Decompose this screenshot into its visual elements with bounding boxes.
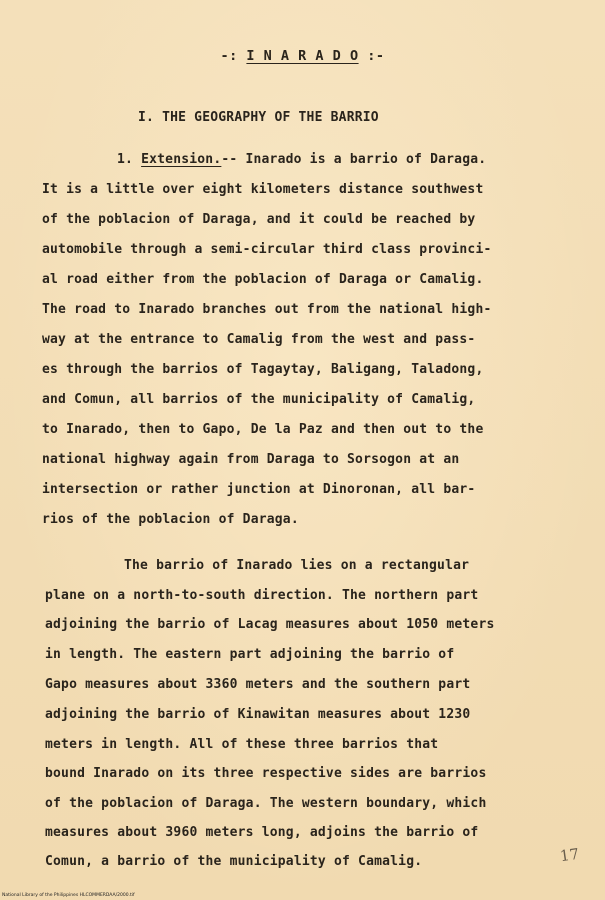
paragraph1-line: intersection or rather junction at Dinoronan, all bar- <box>42 482 476 497</box>
paragraph2-line: meters in length. All of these three barrios that <box>45 737 439 752</box>
archive-footer: National Library of the Philippines HLCOMMERDAA/2000.tif <box>2 893 135 898</box>
paragraph1-first-line <box>117 152 486 167</box>
page-number: 17 <box>558 844 581 866</box>
section-heading: I. THE GEOGRAPHY OF THE BARRIO <box>138 110 379 125</box>
paragraph1-line: It is a little over eight kilometers distance southwest <box>42 182 484 197</box>
paragraph1-line: to Inarado, then to Gapo, De la Paz and then out to the <box>42 422 484 437</box>
paragraph1-line: rios of the poblacion of Daraga. <box>42 512 299 527</box>
paragraph1-line: national highway again from Daraga to Sorsogon at an <box>42 452 460 467</box>
paragraph1-number: 1. <box>117 152 134 167</box>
paragraph1-line: es through the barrios of Tagaytay, Baligang, Taladong, <box>42 362 484 377</box>
paragraph1-dash: -- <box>221 152 238 167</box>
paragraph2-line: Gapo measures about 3360 meters and the southern part <box>45 677 471 692</box>
paragraph2-line: bound Inarado on its three respective sides are barrios <box>45 766 487 781</box>
paragraph1-label: Extension. <box>141 152 222 167</box>
paragraph2-line: measures about 3960 meters long, adjoins the barrio of <box>45 825 479 840</box>
paragraph2-line: of the poblacion of Daraga. The western boundary, which <box>45 796 487 811</box>
paragraph2-line: adjoining the barrio of Lacag measures about 1050 meters <box>45 617 495 632</box>
paragraph1-first-line-text: Inarado is a barrio of Daraga. <box>245 152 487 167</box>
paragraph1-line: al road either from the poblacion of Daraga or Camalig. <box>42 272 484 287</box>
title-prefix: -: <box>220 48 238 64</box>
paragraph1-line: and Comun, all barrios of the municipality of Camalig, <box>42 392 476 407</box>
paragraph1-line: way at the entrance to Camalig from the west and pass- <box>42 332 476 347</box>
paragraph2-line: adjoining the barrio of Kinawitan measures about 1230 <box>45 707 471 722</box>
document-title <box>0 48 605 64</box>
paragraph2-line: plane on a north-to-south direction. The northern part <box>45 588 479 603</box>
paragraph1-line: The road to Inarado branches out from the national high- <box>42 302 492 317</box>
paragraph1-line: of the poblacion of Daraga, and it could be reached by <box>42 212 476 227</box>
paragraph2-line: Comun, a barrio of the municipality of Camalig. <box>45 854 423 869</box>
paragraph1-line: automobile through a semi-circular third class provinci- <box>42 242 492 257</box>
paragraph2-line: in length. The eastern part adjoining the barrio of <box>45 647 455 662</box>
title-name: I N A R A D O <box>246 48 359 64</box>
title-suffix: :- <box>367 48 385 64</box>
paragraph2-line: The barrio of Inarado lies on a rectangular <box>124 558 470 573</box>
